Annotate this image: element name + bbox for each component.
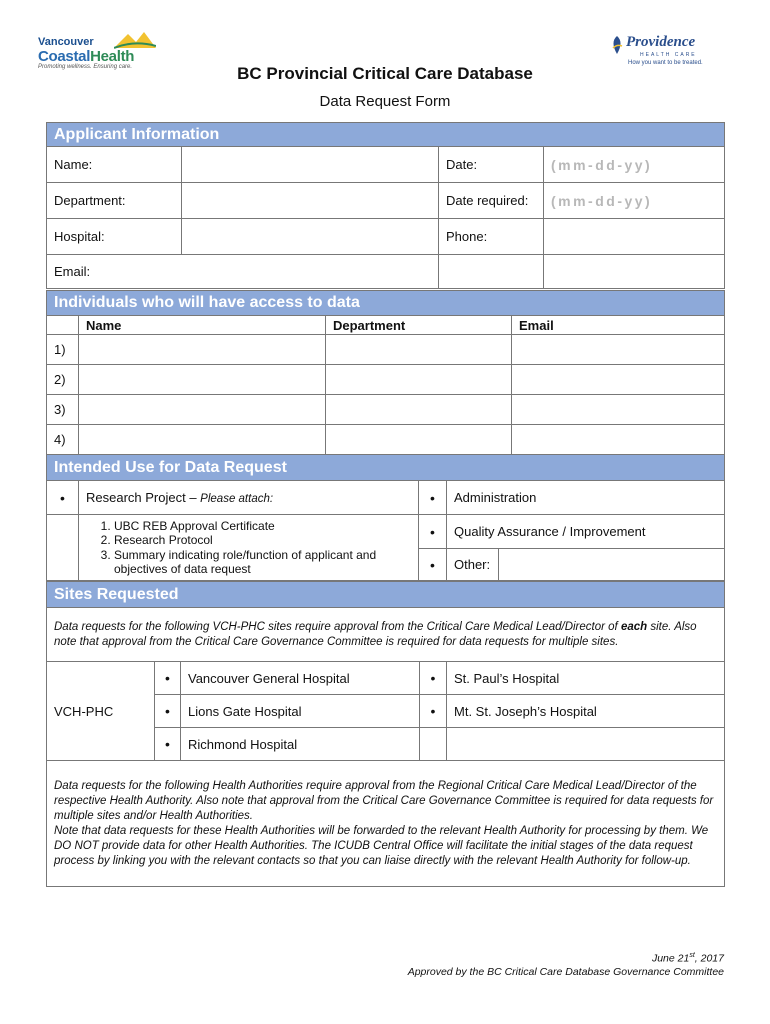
- access-name-field[interactable]: [79, 365, 326, 395]
- page-title: BC Provincial Critical Care Database: [237, 64, 533, 83]
- vch-logo-line2: CoastalHealth: [38, 48, 135, 65]
- providence-logo-sub: HEALTH CARE: [640, 52, 697, 58]
- access-department-field[interactable]: [326, 365, 512, 395]
- access-email-field[interactable]: [512, 425, 725, 455]
- bullet-icon: •: [420, 695, 447, 728]
- bullet-icon: •: [419, 549, 447, 581]
- applicant-heading: Applicant Information: [47, 123, 725, 147]
- attachments-list: [79, 515, 419, 581]
- email-label: Email:: [47, 255, 439, 289]
- date-label: Date:: [439, 147, 544, 183]
- mountain-icon: [114, 30, 156, 50]
- row-number: 4): [47, 425, 79, 455]
- applicant-table: [46, 122, 725, 289]
- bullet-icon: •: [155, 695, 181, 728]
- department-label: Department:: [47, 183, 182, 219]
- bullet-icon: •: [419, 481, 447, 515]
- attachment-item: 3. Summary indicating role/function of applicant and objectives of data request: [114, 548, 411, 577]
- site-sph[interactable]: St. Paul’s Hospital: [447, 662, 725, 695]
- ha-note-2: Note that data requests for these Health Authorities will be forwarded to the relevant Health Authority for processing by them. We DO NOT provide data for other Health Authorities. The ICUDB Central Office will facilitate the initial stages of the data request process by linking you with the relevant contacts so that you can liaise directly with the relevant Health Authority for follow-up.: [54, 824, 709, 867]
- access-department-field[interactable]: [326, 425, 512, 455]
- row-number: 3): [47, 395, 79, 425]
- phone-field[interactable]: [544, 219, 725, 255]
- intended-use-heading: Intended Use for Data Request: [47, 455, 725, 481]
- spacer-cell: [47, 515, 79, 581]
- bullet-icon: •: [155, 662, 181, 695]
- access-name-field[interactable]: [79, 335, 326, 365]
- col-department: Department: [326, 316, 512, 335]
- bullet-icon: •: [155, 728, 181, 761]
- page-subtitle: Data Request Form: [319, 93, 451, 110]
- sites-note: Data requests for the following VCH-PHC sites require approval from the Critical Care Medical Lead/Director of each site. Also note that approval from the Critical Care Governance Committee is required for data requests for multiple sites.: [47, 608, 725, 662]
- col-email: Email: [512, 316, 725, 335]
- access-email-field[interactable]: [512, 365, 725, 395]
- date-required-label: Date required:: [439, 183, 544, 219]
- empty-cell: [447, 728, 725, 761]
- sites-table: [46, 581, 725, 887]
- other-field[interactable]: [499, 549, 725, 581]
- other-option[interactable]: Other:: [447, 549, 499, 581]
- hospital-label: Hospital:: [47, 219, 182, 255]
- access-email-field[interactable]: [512, 395, 725, 425]
- research-project-option[interactable]: Research Project – Please attach:: [79, 481, 419, 515]
- site-msj[interactable]: Mt. St. Joseph’s Hospital: [447, 695, 725, 728]
- email-field-extra[interactable]: [544, 255, 725, 289]
- access-heading: Individuals who will have access to data: [47, 291, 725, 316]
- hospital-field[interactable]: [182, 219, 439, 255]
- site-rh[interactable]: Richmond Hospital: [181, 728, 420, 761]
- site-lgh[interactable]: Lions Gate Hospital: [181, 695, 420, 728]
- site-vgh[interactable]: Vancouver General Hospital: [181, 662, 420, 695]
- administration-option[interactable]: Administration: [447, 481, 725, 515]
- vch-logo-line1: Vancouver: [38, 36, 94, 48]
- footer-approved: Approved by the BC Critical Care Database Governance Committee: [407, 966, 724, 978]
- attachment-item: 2. Research Protocol: [114, 533, 411, 548]
- table-row: [47, 425, 725, 455]
- row-number: 2): [47, 365, 79, 395]
- qa-option[interactable]: Quality Assurance / Improvement: [447, 515, 725, 549]
- intended-use-table: [46, 454, 725, 581]
- footer-date: June 21st, 2017: [651, 952, 724, 965]
- access-name-field[interactable]: [79, 425, 326, 455]
- bullet-icon: •: [419, 515, 447, 549]
- access-department-field[interactable]: [326, 395, 512, 425]
- name-label: Name:: [47, 147, 182, 183]
- ha-note-1: Data requests for the following Health Authorities require approval from the Regional Critical Care Medical Lead/Director of the respective Health Authority. Also note that approval from the Critical Care Governance Committee is required for data requests for multiple sites and/or Health Authorities.: [54, 779, 714, 822]
- name-field[interactable]: [182, 147, 439, 183]
- access-name-field[interactable]: [79, 395, 326, 425]
- providence-logo-tagline: How you want to be treated.: [628, 60, 703, 66]
- empty-cell: [420, 728, 447, 761]
- vch-logo-tagline: Promoting wellness. Ensuring care.: [38, 64, 133, 70]
- department-field[interactable]: [182, 183, 439, 219]
- row-number: 1): [47, 335, 79, 365]
- access-email-field[interactable]: [512, 335, 725, 365]
- row-number-header: [47, 316, 79, 335]
- sites-heading: Sites Requested: [47, 582, 725, 608]
- table-row: [47, 365, 725, 395]
- access-department-field[interactable]: [326, 335, 512, 365]
- table-row: [47, 395, 725, 425]
- col-name: Name: [79, 316, 326, 335]
- providence-logo-name: Providence: [626, 34, 696, 50]
- attachment-item: 1. UBC REB Approval Certificate: [114, 519, 411, 534]
- leaf-icon: [608, 34, 626, 56]
- email-field[interactable]: [439, 255, 544, 289]
- health-authorities-note: [47, 761, 725, 887]
- phone-label: Phone:: [439, 219, 544, 255]
- table-row: [47, 335, 725, 365]
- bullet-icon: •: [47, 481, 79, 515]
- bullet-icon: •: [420, 662, 447, 695]
- vch-phc-label: VCH-PHC: [47, 662, 155, 761]
- date-field[interactable]: (mm-dd-yy): [544, 147, 725, 183]
- date-required-field[interactable]: (mm-dd-yy): [544, 183, 725, 219]
- access-table: [46, 290, 725, 455]
